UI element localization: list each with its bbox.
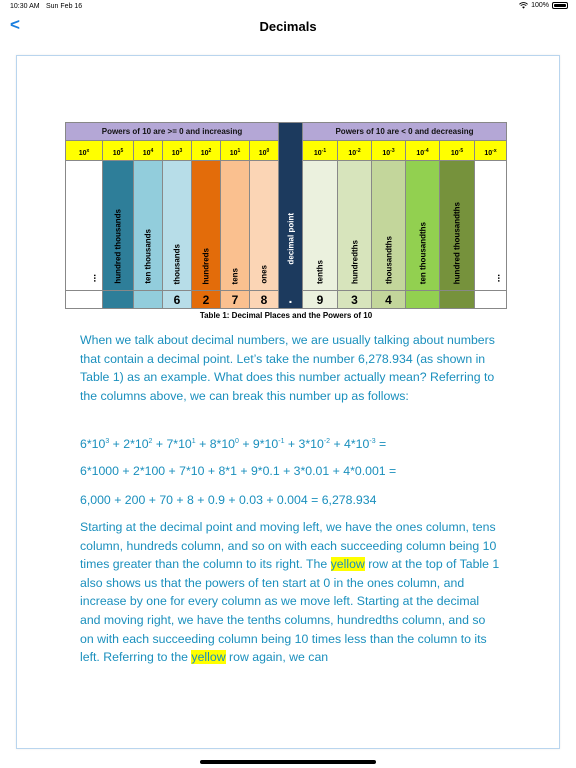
power-base: 10 xyxy=(313,150,322,157)
power-base: 10 xyxy=(416,150,425,157)
paragraph-explanation xyxy=(80,518,500,667)
place-column-hundreds xyxy=(192,161,221,291)
power-cell xyxy=(250,141,279,161)
power-exponent: 3 xyxy=(179,148,183,154)
digit-cell xyxy=(66,291,103,309)
column-label: ones xyxy=(259,265,269,284)
equation-exponent: 1 xyxy=(191,438,196,445)
equation-term: + 4*10 xyxy=(330,437,370,451)
column-label: tenths xyxy=(315,260,325,284)
equation-exponent: -2 xyxy=(323,438,331,445)
power-cell xyxy=(372,141,406,161)
equation-exponent: 3 xyxy=(105,438,110,445)
digit-cell: 3 xyxy=(338,291,372,309)
digit-cell xyxy=(475,291,507,309)
power-exponent: -2 xyxy=(356,148,361,154)
column-label: tens xyxy=(230,267,240,284)
place-column-thousands xyxy=(163,161,192,291)
page-title: Decimals xyxy=(259,19,317,34)
place-column-ten-thousands xyxy=(134,161,163,291)
power-exponent: x xyxy=(86,148,90,154)
decimal-point-symbol: . xyxy=(288,290,293,306)
power-exponent: 5 xyxy=(120,148,124,154)
highlight-yellow-1: yellow xyxy=(330,557,365,572)
decimal-point-label: decimal point xyxy=(286,213,295,265)
paragraph-part-a: Starting at the decimal point and moving left, we have the ones column, tens column, hundreds column, and so on with each succeeding column being 10 times greater than the column to its right. The xyxy=(80,520,497,572)
power-exponent: -1 xyxy=(321,148,327,154)
column-label: thousandths xyxy=(384,236,393,284)
digit-cell: 2 xyxy=(192,291,221,309)
equation-equals: = xyxy=(375,437,387,451)
digit-cell xyxy=(103,291,134,309)
back-button[interactable]: < xyxy=(10,15,20,34)
equation-term: + 9*10 xyxy=(238,437,279,451)
column-label: ten thousandths xyxy=(418,221,427,284)
equation-term: + 2*10 xyxy=(109,437,149,451)
paragraph-intro: When we talk about decimal numbers, we are usually talking about numbers that contain a decimal point. Let’s take the number 6,278.934 (as shown in Table 1) as an example. What does this number actually mean? Referring to the columns above, we can break this number up as follows: xyxy=(80,333,495,403)
place-column-hundred-thousandths xyxy=(440,161,475,291)
equation-powers xyxy=(80,433,500,454)
power-base: 10 xyxy=(112,150,121,157)
equation-exponent: 0 xyxy=(235,438,239,445)
power-exponent: 1 xyxy=(237,148,241,154)
power-base: 10 xyxy=(348,150,357,157)
place-column-- xyxy=(475,161,507,291)
digit-cell xyxy=(406,291,440,309)
digit-cell: 4 xyxy=(372,291,406,309)
battery-icon xyxy=(552,2,568,9)
place-column-hundred-thousands xyxy=(103,161,134,291)
equation-exponent: -3 xyxy=(369,438,376,445)
place-column-ten-thousandths xyxy=(406,161,440,291)
power-exponent: -4 xyxy=(424,148,429,154)
column-label: hundred thousands xyxy=(113,209,123,284)
power-base: 10 xyxy=(142,150,151,157)
column-label: hundred thousandths xyxy=(452,201,462,284)
power-cell xyxy=(440,141,475,161)
power-exponent: -3 xyxy=(390,148,395,154)
power-base: 10 xyxy=(258,150,267,157)
power-exponent: 0 xyxy=(266,148,270,154)
paragraph-part-b: row at the top of Table 1 also shows us that the powers of ten start at 0 in the ones column, and increase by one for every column as we move left. Starting at the decimal and moving right, we have the tenths columns, hundredths column, and so on with each succeeding column being 10 times less than the column to its left. Referring to the xyxy=(80,557,500,665)
power-exponent: -5 xyxy=(458,148,464,154)
digit-cell: 6 xyxy=(163,291,192,309)
digit-cell: 7 xyxy=(221,291,250,309)
status-indicators xyxy=(519,2,568,9)
power-cell xyxy=(338,141,372,161)
power-base: 10 xyxy=(171,150,180,157)
table-caption: Table 1: Decimal Places and the Powers of 10 xyxy=(199,311,373,320)
equation-multiples: 6*1000 + 2*100 + 7*10 + 8*1 + 9*0.1 + 3*0.01 + 4*0.001 = xyxy=(80,464,397,478)
home-indicator[interactable] xyxy=(200,760,376,764)
equation-term: + 3*10 xyxy=(284,437,324,451)
decimal-places-table xyxy=(65,122,507,320)
power-base: 10 xyxy=(78,150,87,157)
digit-cell: 9 xyxy=(303,291,338,309)
column-label: ... xyxy=(91,273,102,282)
header-negative-powers: Powers of 10 are < 0 and decreasing xyxy=(303,123,507,141)
power-base: 10 xyxy=(450,150,459,157)
power-exponent: 2 xyxy=(208,148,212,154)
equation-term: + 8*10 xyxy=(195,437,236,451)
power-cell xyxy=(406,141,440,161)
place-column-ones xyxy=(250,161,279,291)
status-bar xyxy=(0,0,576,14)
equation-term: 6*10 xyxy=(80,437,106,451)
power-cell xyxy=(103,141,134,161)
highlight-yellow-2: yellow xyxy=(191,650,226,665)
power-base: 10 xyxy=(229,150,238,157)
status-time: 10:30 AM xyxy=(10,3,40,10)
power-exponent: 4 xyxy=(150,148,154,154)
column-label: thousands xyxy=(172,243,182,284)
equation-sum: 6,000 + 200 + 70 + 8 + 0.9 + 0.03 + 0.004 = 6,278.934 xyxy=(80,493,377,507)
power-cell xyxy=(475,141,507,161)
equation-term: + 7*10 xyxy=(152,437,192,451)
digit-cell: 8 xyxy=(250,291,279,309)
column-label: hundredths xyxy=(350,240,359,284)
power-exponent: -x xyxy=(492,148,497,154)
status-date: Sun Feb 16 xyxy=(46,3,83,10)
place-column-tens xyxy=(221,161,250,291)
equation-exponent: 2 xyxy=(148,438,153,445)
paragraph-part-c: row again, we can xyxy=(225,650,329,665)
power-cell xyxy=(303,141,338,161)
power-base: 10 xyxy=(382,150,391,157)
equation-exponent: -1 xyxy=(278,438,285,445)
digit-cell xyxy=(134,291,163,309)
power-cell xyxy=(221,141,250,161)
wifi-icon xyxy=(519,2,528,9)
place-column-thousandths xyxy=(372,161,406,291)
power-cell xyxy=(163,141,192,161)
table-grid xyxy=(65,122,507,309)
header-positive-powers: Powers of 10 are >= 0 and increasing xyxy=(66,123,279,141)
digit-cell xyxy=(440,291,475,309)
decimal-point-column xyxy=(279,123,303,309)
column-label: ten thousands xyxy=(143,229,153,284)
battery-percent: 100% xyxy=(531,2,549,9)
column-label: ... xyxy=(495,273,506,282)
power-base: 10 xyxy=(484,150,493,157)
place-column-- xyxy=(66,161,103,291)
power-cell xyxy=(192,141,221,161)
place-column-tenths xyxy=(303,161,338,291)
power-base: 10 xyxy=(200,150,209,157)
place-column-hundredths xyxy=(338,161,372,291)
power-cell xyxy=(66,141,103,161)
navigation-bar xyxy=(0,14,576,42)
power-cell xyxy=(134,141,163,161)
column-label: hundreds xyxy=(201,247,211,284)
